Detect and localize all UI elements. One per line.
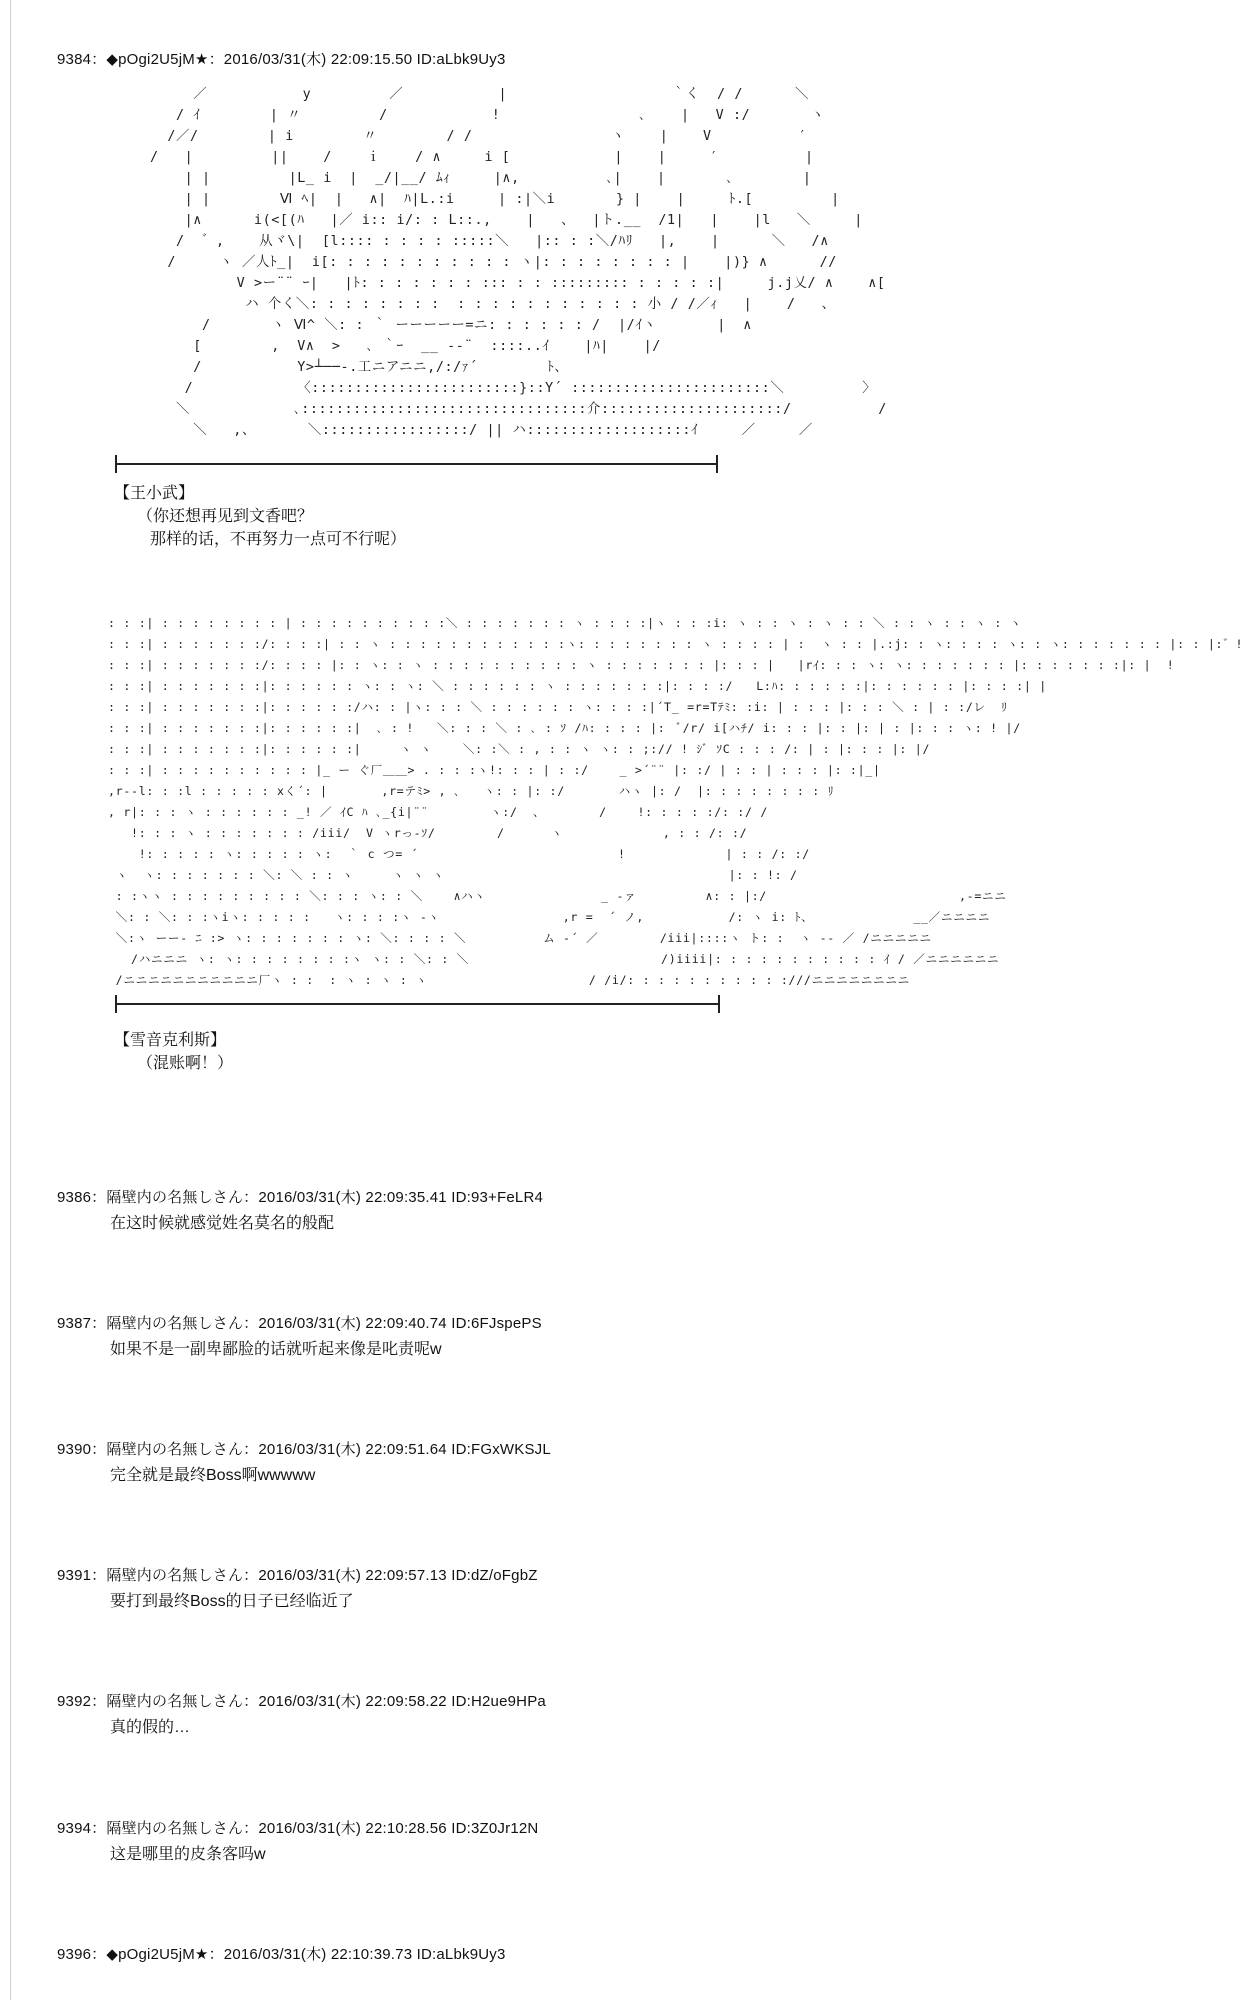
dialogue-1-speaker: 【王小武】: [114, 485, 195, 502]
ascii-art-character-1: ／ y ／ | ｀く / / ＼ / ｲ | 〃 / ! ､ | V :/ ヽ /／/ | i 〃 / / ヽ | V ′ / | || / ｉ / ∧ i [ | | ′ | | | |L_ i | _/|__/ ﾑｨ |∧, ､| | ､ | | | Ⅵ ﾍ| | ∧| ﾊ|L.:i | :|＼i } | | ﾄ.[ | |∧ i(<[(ﾊ |／ i:: i/: : L::., | 、 |ト.__ /1| | |l ＼ | / ゛, 从ヾ\| [l:::: : : : : :::::＼ |:: : :＼/ﾊﾘ |, | ＼ /∧ / ヽ ／人ﾄ_| i[: : : : : : : : : : : ヽ|: : : : : : : : | |)} ∧ // V >ー¨¨ ｰ| |ﾄ: : : : : : : ::: : : ::::::::: : : : : :| j.j乂/ ∧ ∧[ ハ 个く＼: : : : : : : : : : : : : : : : : : : 小 / /／ｨ | / 、 / ヽ Ⅵ^ ＼: : ｀ ーーーーー=ニ: : : : : : / |/ｲヽ | ∧ [ , V∧ > ､ ｀ｰ __ -‐¨ ::::..ｲ |ﾊ| |/ / Y>┴──-.工ニアニニ,/:/ｧ´ ﾄ、 / 〈::::::::::::::::::::::::}::Y´ :::::::::::::::::::::::＼ 〉 ＼ ､:::::::::::::::::::::::::::::::::介:::::::::::::::::::::/ / ＼ ,、 ＼:::::::::::::::::/ || ハ:::::::::::::::::::ｲ ／ ／: [150, 87, 887, 438]
scene-divider-1-left-cap: [115, 455, 117, 473]
post-body-9392: 真的假的…: [110, 1719, 191, 1736]
scene-divider-1: [115, 463, 717, 465]
post-body-9386: 在这时候就感觉姓名莫名的般配: [110, 1215, 335, 1232]
post-header-9394: 9394：隔壁内の名無しさん：2016/03/31(木) 22:10:28.56 ID:3Z0Jr12N: [57, 1820, 539, 1837]
post-header-9396: 9396：◆pOgi2U5jM★：2016/03/31(木) 22:10:39.73 ID:aLbk9Uy3: [57, 1946, 506, 1963]
post-header-9392: 9392：隔壁内の名無しさん：2016/03/31(木) 22:09:58.22 ID:H2ue9HPa: [57, 1693, 546, 1710]
dialogue-2-speaker: 【雪音克利斯】: [114, 1032, 227, 1049]
scene-divider-2: [115, 1003, 719, 1005]
ascii-art-character-2: : : :| : : : : : : : : | : : : : : : : : : :＼ : : : : : : : ヽ : : : :|ヽ : : :i: ヽ : : ヽ : ヽ : : ＼ : : ヽ : : ヽ : ヽ : : :| : : : : : : :/: : : :| : : ヽ : : : : : : : : : : : :ヽ: : : : : : : : ヽ : : : : | : ヽ : : |.:j: : ヽ: : : : ヽ: : ヽ: : : : : : : |: : |:゛! : : :| : : : : : : :/: : : : |: : ヽ: : ヽ : : : : : : : : : : ヽ : : : : : : : |: : : | |rｲ: : : ヽ: ヽ: : : : : : : |: : : : : : :|: | ! : : :| : : : : : : :|: : : : : : ヽ: : ヽ: ＼ : : : : : : ヽ : : : : : : :|: : : :/ L:ﾊ: : : : : :|: : : : : : |: : : :| | : : :| : : : : : : :|: : : : : :/ハ: : |ヽ: : : ＼ : : : : : : ヽ: : : :|´T_ =r=Tﾃﾐ: :i: | : : : |: : : ＼ : | : :/レ ﾘ : : :| : : : : : : :|: : : : : :| ､ : ! ＼: : : ＼ : ､ : ｿ /ﾊ: : : : |: ﾞ/r/ i[ハﾁ/ i: : : |: : |: | : |: : : ヽ: ! |/ : : :| : : : : : : :|: : : : : :| ヽ ヽ ＼: :＼ : , : : ヽ ヽ: : ;:// ! ｼﾞ ｿC : : : /: | : |: : : |: |/ : : :| : : : : : : : : : : |_ ー ぐ厂＿＿> . : : :ヽ!: : : | : :/ _ >´¨¨ |: :/ | : : | : : : |: :|_| ,r-‐l: : :l : : : : : xく´: | ,r=テﾐ> , ､ ヽ: : |: :/ ハヽ |: / |: : : : : : : : ﾘ , r|: : : ヽ : : : : : : _! ／ ｲC ﾊ ､_{i|¨¨ ヽ:/ 、 / !: : : : :/: :/ / !: : : ヽ : : : : : : : /iii/ V ヽrっ-ｿ/ / ヽ , : : /: :/ !: : : : : ヽ: : : : : ヽ: ｀ c つ= ´ ! | : : /: :/ ヽ ヽ: : : : : : : ＼: ＼ : : ヽ ヽ ヽ ヽ |: : !: / : :ヽヽ : : : : : : : : : ＼: : : ヽ: : ＼ ∧ハヽ _ -ァ ∧: : |:/ ,-=ニニ ＼: : ＼: : :ヽiヽ: : : : : ヽ: : : :ヽ -ヽ ,r = ´ ノ, /: ヽ i: ﾄ、 __／ニニニニ ＼:ヽ ーー- ﾆ :> ヽ: : : : : : : ヽ: ＼: : : : ＼ ム -´ ／ /iii|::::ヽ ト: : ヽ -‐ ／ /ニニニニニ /ハニニニ ヽ: ヽ: : : : : : : :ヽ ヽ: : ＼: : ＼ /)iiii|: : : : : : : : : : : ｲ / ／ニニニニニニ /ニニニニニニニニニニニ厂ヽ : : : ヽ : ヽ : ヽ / /i/: : : : : : : : : : :///ニニニニニニニニ: [108, 616, 1243, 987]
page-left-border: [10, 0, 11, 2000]
scene-divider-2-right-cap: [718, 995, 720, 1013]
scene-divider-2-left-cap: [115, 995, 117, 1013]
post-header-9391: 9391：隔壁内の名無しさん：2016/03/31(木) 22:09:57.13 ID:dZ/oFgbZ: [57, 1567, 538, 1584]
post-body-9387: 如果不是一副卑鄙脸的话就听起来像是叱责呢w: [110, 1341, 442, 1358]
post-header-9387: 9387：隔壁内の名無しさん：2016/03/31(木) 22:09:40.74 ID:6FJspePS: [57, 1315, 542, 1332]
post-body-9394: 这是哪里的皮条客吗w: [110, 1846, 266, 1863]
dialogue-1-line-1: （你还想再见到文香吧？: [137, 508, 314, 525]
post-header-9384: 9384：◆pOgi2U5jM★：2016/03/31(木) 22:09:15.50 ID:aLbk9Uy3: [57, 51, 506, 68]
scene-divider-1-right-cap: [716, 455, 718, 473]
post-header-9386: 9386：隔壁内の名無しさん：2016/03/31(木) 22:09:35.41 ID:93+FeLR4: [57, 1189, 544, 1206]
dialogue-1-line-2: 那样的话，不再努力一点可不行呢）: [150, 531, 407, 548]
post-body-9390: 完全就是最终Boss啊wwwww: [110, 1467, 316, 1484]
post-header-9390: 9390：隔壁内の名無しさん：2016/03/31(木) 22:09:51.64 ID:FGxWKSJL: [57, 1441, 551, 1458]
dialogue-2-line-1: （混账啊！）: [137, 1055, 234, 1072]
post-body-9391: 要打到最终Boss的日子已经临近了: [110, 1593, 354, 1610]
